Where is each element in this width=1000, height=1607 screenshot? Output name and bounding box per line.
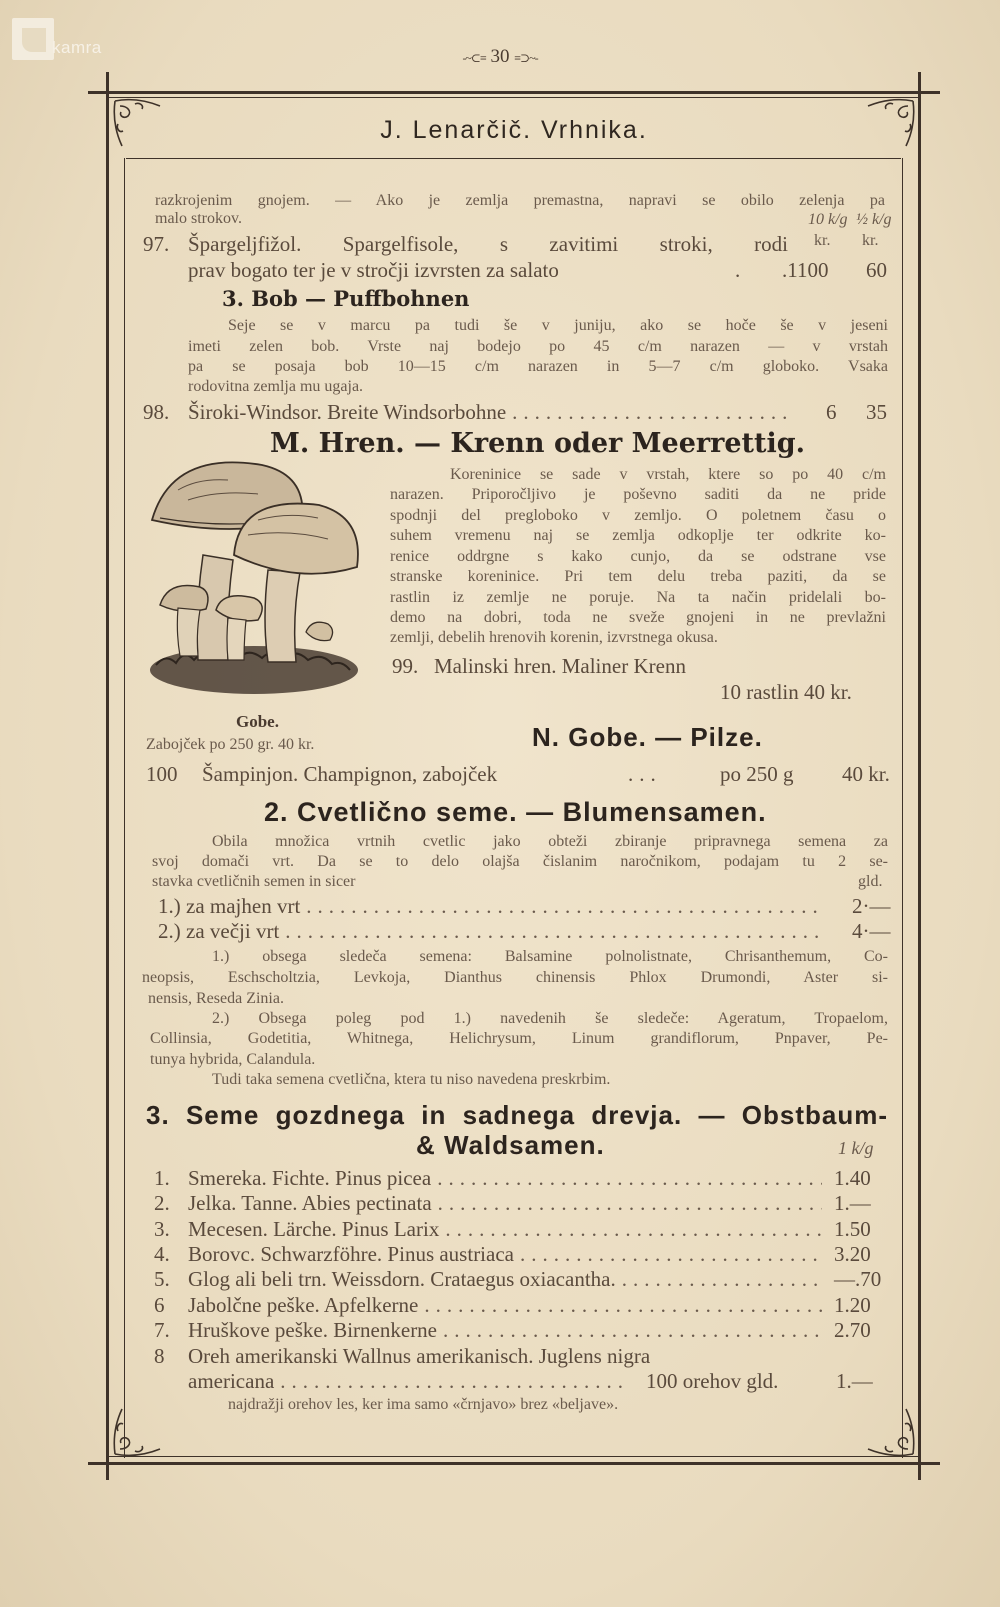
item-100-qty: po 250 g xyxy=(720,762,794,786)
header-rule xyxy=(126,158,901,159)
note-1-line-2: neopsis, Eschscholtzia, Levkoja, Dianthus chinensis Phlox Drumondi, Aster si- xyxy=(142,969,888,986)
section-hren-title: M. Hren. — Krenn oder Meerrettig. xyxy=(270,428,806,459)
option-1-label: 1.) za majhen vrt xyxy=(158,894,301,918)
item-98-price-1: 6 xyxy=(826,400,837,424)
item-97-price-1: .1100 xyxy=(782,258,829,282)
item-8-price: 1.— xyxy=(836,1369,873,1393)
cvetlicno-option-1 xyxy=(158,894,830,919)
note-2-line-3: tunya hybrida, Calandula. xyxy=(150,1051,316,1068)
option-2-leader xyxy=(285,919,824,944)
cvetlicno-paragraph-1: Obila množica vrtnih cvetlic jako obteži zbiranje pripravnega semena za xyxy=(212,833,888,850)
item-100-price: 40 kr. xyxy=(842,762,890,786)
option-1-price: 2·— xyxy=(852,894,891,918)
corner-ornament-br-icon xyxy=(858,1404,918,1459)
frame-bottom-inner xyxy=(108,1456,920,1457)
illustration-subcaption: Zabojček po 250 gr. 40 kr. xyxy=(146,736,315,753)
item-98-number: 98. xyxy=(143,400,170,424)
corner-ornament-bl-icon xyxy=(110,1404,170,1459)
drevje-item-number: 4. xyxy=(154,1242,170,1266)
page-number-value: 30 xyxy=(490,46,510,67)
cvetlicno-option-2 xyxy=(158,919,830,944)
drevje-item-price: 1.20 xyxy=(834,1293,871,1317)
page-header: J. Lenarčič. Vrhnika. xyxy=(380,116,648,144)
note-1-line-3: nensis, Reseda Zinia. xyxy=(148,990,284,1007)
drevje-item-name: Jabolčne peške. Apfelkerne xyxy=(188,1293,419,1317)
hren-line-7: rastlin iz zemlje ne poruje. Na ta način pridelali bo- xyxy=(390,589,886,606)
hren-line-4: suhem vremenu naj se zemlja odkoplje ter odkrite ko- xyxy=(390,527,886,544)
item-8-qty: 100 orehov gld. xyxy=(646,1369,779,1393)
hren-line-9: zemlji, debelih hrenovih korenin, izvrstnega okusa. xyxy=(390,629,718,646)
drevje-footnote: najdražji orehov les, ker ima samo «črnjavo» brez «beljave». xyxy=(228,1396,619,1413)
hren-line-5: renice oddrgne s kako cunjo, da se odstrane vse xyxy=(390,548,886,565)
frame-top-inner xyxy=(108,97,920,98)
drevje-item-price: 3.20 xyxy=(834,1242,871,1266)
item-99-number: 99. xyxy=(392,654,419,678)
price-col-header-2: ½ k/g xyxy=(856,211,892,228)
drevje-item-name: Borovc. Schwarzföhre. Pinus austriaca xyxy=(188,1242,514,1266)
note-2-line-2: Collinsia, Godetitia, Whitnega, Helichrysum, Linum grandiflorum, Pnpaver, Pe- xyxy=(150,1030,888,1047)
drevje-item-number: 7. xyxy=(154,1318,170,1342)
bob-paragraph-1: Seje se v marcu pa tudi še v juniju, ako se hoče še v jeseni xyxy=(228,317,888,334)
item-98-row xyxy=(188,400,798,425)
section-gobe-title: N. Gobe. — Pilze. xyxy=(532,722,763,752)
frame-left-inner xyxy=(124,158,125,1458)
bob-paragraph-2: imeti zelen bob. Vrste naj bodejo po 45 c/m narazen — v vrstah xyxy=(188,338,888,355)
drevje-item-row xyxy=(188,1191,828,1216)
price-unit-1: kr. xyxy=(814,232,831,249)
item-8-number: 8 xyxy=(154,1344,165,1368)
drevje-item-row xyxy=(188,1242,828,1267)
drevje-item-price: 2.70 xyxy=(834,1318,871,1342)
item-97-name: Špargeljfižol. Spargelfisole, s zavitimi stroki, rodi xyxy=(188,232,788,256)
item-100-dots: ... xyxy=(628,762,662,786)
drevje-item-row xyxy=(188,1267,828,1292)
drevje-item-leader xyxy=(443,1318,822,1343)
section-drevje-title-1: 3. Seme gozdnega in sadnega drevja. — Obstbaum- xyxy=(146,1100,888,1130)
ornament-left-icon: -~⊂≡ xyxy=(462,51,486,65)
hren-line-6: stranske koreninice. Pri tem delu treba paziti, da se xyxy=(390,568,886,585)
item-97-number: 97. xyxy=(143,232,170,256)
bob-paragraph-3: pa se posaja bob 10—15 c/m narazen in 5—7 c/m globoko. Vsaka xyxy=(188,358,888,375)
item-99-price: 10 rastlin 40 kr. xyxy=(720,680,852,704)
drevje-item-price: 1.— xyxy=(834,1191,871,1215)
item-8-line-2: americana xyxy=(188,1369,275,1393)
item-8-row-2 xyxy=(188,1369,634,1394)
item-98-price-2: 35 xyxy=(866,400,887,424)
item-100-number: 100 xyxy=(146,762,178,786)
drevje-item-row xyxy=(188,1318,828,1343)
drevje-item-number: 1. xyxy=(154,1166,170,1190)
drevje-item-number: 5. xyxy=(154,1267,170,1291)
drevje-item-row xyxy=(188,1217,828,1242)
item-100-name: Šampinjon. Champignon, zabojček xyxy=(202,762,498,786)
drevje-item-row xyxy=(188,1293,828,1318)
section-bob-title: 3. Bob — Puffbohnen xyxy=(222,286,470,311)
item-98-name: Široki-Windsor. Breite Windsorbohne xyxy=(188,400,507,424)
drevje-item-leader xyxy=(424,1293,822,1318)
watermark-text: kamra xyxy=(52,38,102,57)
note-2-line-1: 2.) Obsega poleg pod 1.) navedenih še sledeče: Ageratum, Tropaelom, xyxy=(212,1010,888,1027)
cvetlicno-paragraph-2: svoj domači vrt. Da se to delo olajša čislanim naročnikom, podajam tu 2 se- xyxy=(152,853,888,870)
price-unit-2: kr. xyxy=(862,232,879,249)
item-98-leader xyxy=(512,400,792,425)
cvetlicno-unit: gld. xyxy=(858,873,883,890)
drevje-item-number: 3. xyxy=(154,1217,170,1241)
hren-line-1: Koreninice se sade v vrstah, ktere so po 40 c/m xyxy=(450,466,886,483)
drevje-item-number: 6 xyxy=(154,1293,165,1317)
section-cvetlicno-title: 2. Cvetlično seme. — Blumensamen. xyxy=(264,797,767,827)
item-8-line-1: Oreh amerikanski Wallnus amerikanisch. Juglens nigra xyxy=(188,1344,651,1368)
note-1-line-1: 1.) obsega sledeča semena: Balsamine polnolistnate, Chrisanthemum, Co- xyxy=(212,948,888,965)
drevje-item-leader xyxy=(520,1242,822,1267)
hren-line-3: spodnji del pregloboko v zemljo. O poletnem času o xyxy=(390,507,886,524)
hren-line-2: narazen. Priporočljivo je poševno saditi da ne pride xyxy=(390,486,886,503)
drevje-unit: 1 k/g xyxy=(838,1138,874,1158)
section-drevje-title-2: & Waldsamen. xyxy=(416,1130,605,1160)
drevje-item-name: Hruškove peške. Birnenkerne xyxy=(188,1318,438,1342)
drevje-item-name: Glog ali beli trn. Weissdorn. Crataegus oxiacantha. xyxy=(188,1267,616,1291)
price-col-header-1: 10 k/g xyxy=(808,211,848,228)
drevje-item-leader xyxy=(622,1267,822,1292)
drevje-item-price: 1.40 xyxy=(834,1166,871,1190)
drevje-item-leader xyxy=(445,1217,822,1242)
frame-right-outer xyxy=(918,72,921,1480)
note-3: Tudi taka semena cvetlična, ktera tu niso navedena preskrbim. xyxy=(212,1071,611,1088)
frame-top-outer xyxy=(88,91,940,94)
drevje-item-leader xyxy=(437,1166,822,1191)
ornament-right-icon: ≡⊃~- xyxy=(514,51,538,65)
item-97-dots: . xyxy=(735,258,741,282)
cvetlicno-paragraph-3: stavka cvetličnih semen in sicer xyxy=(152,873,356,890)
drevje-item-name: Mecesen. Lärche. Pinus Larix xyxy=(188,1217,440,1241)
intro-line-1: razkrojenim gnojem. — Ako je zemlja premastna, napravi se obilo zelenja pa xyxy=(155,192,885,209)
drevje-item-name: Smereka. Fichte. Pinus picea xyxy=(188,1166,432,1190)
item-99-name: Malinski hren. Maliner Krenn xyxy=(434,654,686,678)
item-97-price-2: 60 xyxy=(866,258,887,282)
frame-left-outer xyxy=(106,72,109,1480)
drevje-item-price: 1.50 xyxy=(834,1217,871,1241)
bob-paragraph-4: rodovitna zemlja mu ugaja. xyxy=(188,378,364,395)
drevje-item-name: Jelka. Tanne. Abies pectinata xyxy=(188,1191,432,1215)
item-8-leader xyxy=(280,1369,628,1394)
mushroom-illustration xyxy=(148,460,360,700)
hren-line-8: demo na dobri, toda ne sveže gnojeni in ne prevlažni xyxy=(390,609,886,626)
option-2-label: 2.) za večji vrt xyxy=(158,919,280,943)
item-97-line-2: prav bogato ter je v stročji izvrsten za salato xyxy=(188,258,559,282)
option-1-leader xyxy=(306,894,824,919)
page-number xyxy=(0,46,1000,68)
illustration-caption: Gobe. xyxy=(236,712,279,731)
drevje-item-leader xyxy=(438,1191,822,1216)
drevje-item-number: 2. xyxy=(154,1191,170,1215)
frame-bottom-outer xyxy=(88,1462,940,1465)
drevje-item-price: —.70 xyxy=(834,1267,882,1291)
option-2-price: 4·— xyxy=(852,919,891,943)
drevje-item-row xyxy=(188,1166,828,1191)
frame-right-inner xyxy=(902,158,903,1458)
intro-line-2: malo strokov. xyxy=(155,210,242,227)
